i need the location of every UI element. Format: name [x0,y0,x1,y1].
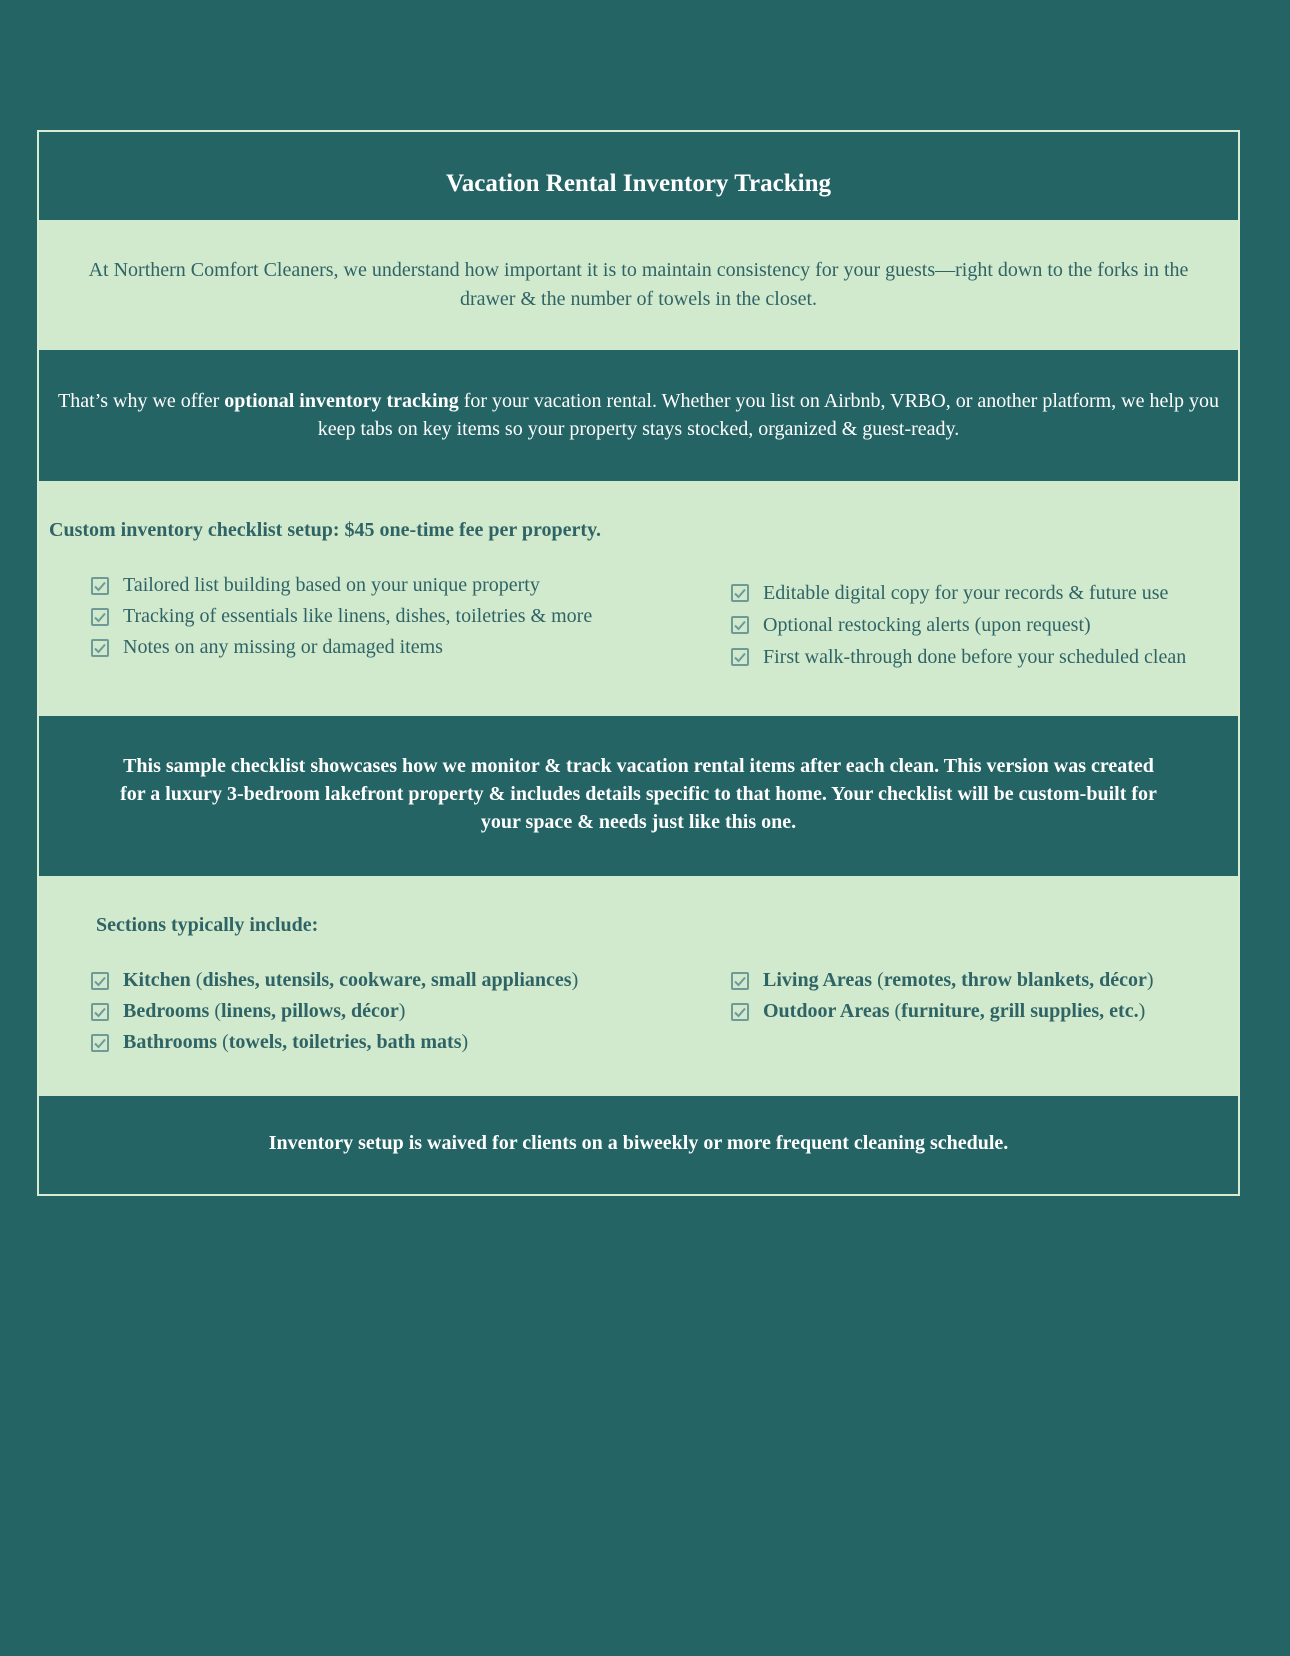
section-detail: linens, pillows, décor [220,1000,399,1022]
intro-section [39,220,1238,350]
checked-checkbox-icon [731,1003,749,1021]
list-item [731,641,1186,673]
list-item [91,601,592,632]
offer-text-start: That’s why we offer [58,390,225,412]
setup-heading: Custom inventory checklist setup: $45 one-time fee per property. [49,519,601,541]
sections-heading: Sections typically include: [96,914,319,936]
checked-checkbox-icon [731,584,749,602]
sample-section [39,716,1238,876]
setup-section [39,481,1238,716]
sample-text: This sample checklist showcases how we monitor & track vacation rental items after each clean. This version was created for a luxury 3-bedroom lakefront property & includes details specific to that home. Your checklist will be custom-built for your space & needs just like this one. [120,755,1157,833]
list-item [731,609,1186,641]
section-name: Bedrooms [123,1000,210,1022]
section-detail: dishes, utensils, cookware, small appliances [202,969,572,991]
offer-text-highlight: optional inventory tracking [224,390,459,412]
list-item [731,577,1186,609]
offer-text [55,387,1222,443]
checked-checkbox-icon [731,972,749,990]
sections-list-left [91,965,578,1058]
list-item: Living Areas ( remotes, throw blankets, décor ) [731,965,1154,996]
checked-checkbox-icon [91,972,109,990]
list-item: Bedrooms ( linens, pillows, décor ) [91,996,578,1027]
content-frame [37,130,1240,1196]
sections-section [39,876,1238,1096]
list-item: Kitchen ( dishes, utensils, cookware, small appliances ) [91,965,578,996]
title-section [39,132,1238,220]
section-detail: remotes, throw blankets, décor [883,969,1147,991]
page-title: Vacation Rental Inventory Tracking [446,170,831,197]
section-name: Living Areas [763,969,873,991]
list-item-label: Editable digital copy for your records & future use [763,581,1169,604]
sections-list-right [731,965,1154,1027]
checked-checkbox-icon [731,648,749,666]
list-item [91,570,592,601]
section-name: Outdoor Areas [763,1000,890,1022]
list-item: Outdoor Areas ( furniture, grill supplies, etc. ) [731,996,1154,1027]
checked-checkbox-icon [91,577,109,595]
list-item-label: Optional restocking alerts (upon request) [763,613,1091,636]
section-detail: furniture, grill supplies, etc. [901,1000,1139,1022]
setup-list-left [91,570,592,663]
waiver-text: Inventory setup is waived for clients on a biweekly or more frequent cleaning schedule. [268,1132,1009,1154]
list-item: Bathrooms ( towels, toiletries, bath mats ) [91,1027,578,1058]
list-item-label: First walk-through done before your scheduled clean [763,645,1187,668]
checked-checkbox-icon [731,616,749,634]
checked-checkbox-icon [91,1003,109,1021]
list-item [91,632,592,663]
section-name: Kitchen [123,969,191,991]
checked-checkbox-icon [91,608,109,626]
setup-list-right [731,577,1186,673]
waiver-section [39,1096,1238,1194]
list-item-label: Tailored list building based on your unique property [123,574,540,596]
intro-text: At Northern Comfort Cleaners, we understand how important it is to maintain consistency for your guests—right down to the forks in the drawer & the number of towels in the closet. [88,259,1189,310]
section-detail: towels, toiletries, bath mats [228,1031,462,1053]
section-name: Bathrooms [123,1031,218,1053]
offer-section [39,350,1238,481]
checked-checkbox-icon [91,639,109,657]
list-item-label: Tracking of essentials like linens, dishes, toiletries & more [123,605,593,627]
offer-text-end: for your vacation rental. Whether you list on Airbnb, VRBO, or another platform, we help you keep tabs on key items so your property stays stocked, organized & guest-ready. [317,390,1219,440]
list-item-label: Notes on any missing or damaged items [123,636,443,658]
checked-checkbox-icon [91,1034,109,1052]
